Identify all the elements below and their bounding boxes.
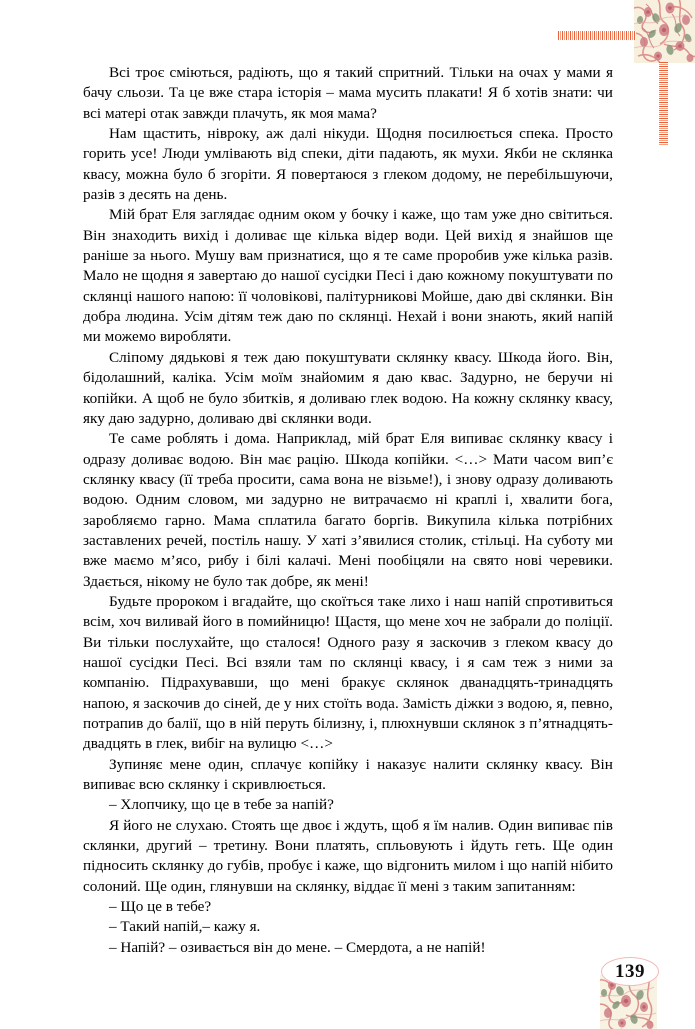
dialogue-line: – Напій? – озивається він до мене. – Смердота, а не напій! — [109, 938, 486, 956]
hatched-rule-vertical-icon — [659, 62, 668, 146]
paragraph: Всі троє сміються, радіють, що я такий спритний. Тільки на очах у мами я бачу сльози. Та це вже стара історія – мама мусить плакати! Я б хотів знати: чи всі матері отак завжди плачуть, як моя мама? — [83, 64, 613, 122]
paragraph: Будьте пророком і вгадайте, що скоїться таке лихо і наш напій спротивиться всім, хоч виливай його в помийницю! Щастя, що мене хоч не забрали до поліції. Ви тільки послухайте, що сталося! Одного разу я заскочив з глеком квасу до нашої сусідки Песі. Всі взяли там по склянці квасу, і я сам теж з ними за компанію. Підрахувавши, що мені бракує склянок дванадцять-тринадцять напою, я заскочив до сіней, де у них стоїть вода. Замість діжки з водою, я, певно, потрапив до балії, що в ній перуть білизну, і, плюхнувши склянок з п’ятнадцять-двадцять в глек, вибіг на вулицю <…> — [83, 592, 613, 753]
page-body-text — [83, 63, 613, 958]
paragraph: Зупиняє мене один, сплачує копійку і наказує налити склянку квасу. Він випиває всю склянку і скривлюється. — [83, 755, 613, 794]
floral-ornament-icon — [634, 0, 695, 63]
paragraph: Я його не слухаю. Стоять ще двоє і ждуть, щоб я їм налив. Один випиває пів склянки, другий – третину. Вони платять, спльовують і йдуть геть. Ще один підносить склянку до губів, пробує і каже, що відгонить милом і що напій нібито солоний. Ще один, глянувши на склянку, віддає її мені з таким запитанням: — [83, 816, 613, 895]
hatched-rule-horizontal-icon — [558, 31, 636, 40]
paragraph: Мій брат Еля заглядає одним оком у бочку і каже, що там уже дно світиться. Він знаходить вихід і доливає ще кілька відер води. Цей вихід я знайшов ще раніше за нього. Мушу вам признатися, що я те саме проробив уже кілька разів. Мало не щодня я завертаю до нашої сусідки Песі і даю кожному покуштувати по склянці нашого напою: її чоловікові, палітурникові Мойше, даю дві склянки. Він добра людина. Усім дітям теж даю по склянці. Нехай і вони знають, який напій ми можемо виробляти. — [83, 206, 613, 346]
page-number: 139 — [601, 957, 659, 986]
dialogue-line: – Такий напій,– кажу я. — [109, 918, 261, 936]
dialogue-line: – Хлопчику, що це в тебе за напій? — [109, 796, 334, 814]
dialogue-line: – Що це в тебе? — [109, 898, 212, 916]
paragraph: Сліпому дядькові я теж даю покуштувати склянку квасу. Шкода його. Він, бідолашний, каліка. Усім моїм знайомим я даю квас. Задурно, не беручи ні копійки. А щоб не було збитків, я доливаю глек водою. На кожну склянку квасу, яку даю задурно, доливаю дві склянки води. — [83, 348, 613, 427]
paragraph: Те саме роблять і дома. Наприклад, мій брат Еля випиває склянку квасу і одразу доливає водою. Він має рацію. Шкода копійки. <…> Мати часом вип’є склянку квасу (її треба просити, сама вона не візьме!), і знову одразу доливають водою. Одним словом, ми задурно не витрачаємо ні краплі і, хвалити бога, заробляємо гарно. Мама сплатила багато боргів. Викупила кілька потрібних заставлених речей, постіль нашу. У хаті з’явилися столик, стільці. На суботу ми вже маємо м’ясо, рибу і білі калачі. Мені пообіцяли на свято нові черевики. Здається, нікому не було так добре, як мені! — [83, 430, 613, 590]
paragraph: Нам щастить, нівроку, аж далі нікуди. Щодня посилюється спека. Просто горить усе! Люди умлівають від спеки, діти падають, як мухи. Якби не склянка квасу, можна було б згоріти. Я повертаюся з глеком додому, не перебільшуючи, разів з десять на день. — [83, 125, 613, 204]
